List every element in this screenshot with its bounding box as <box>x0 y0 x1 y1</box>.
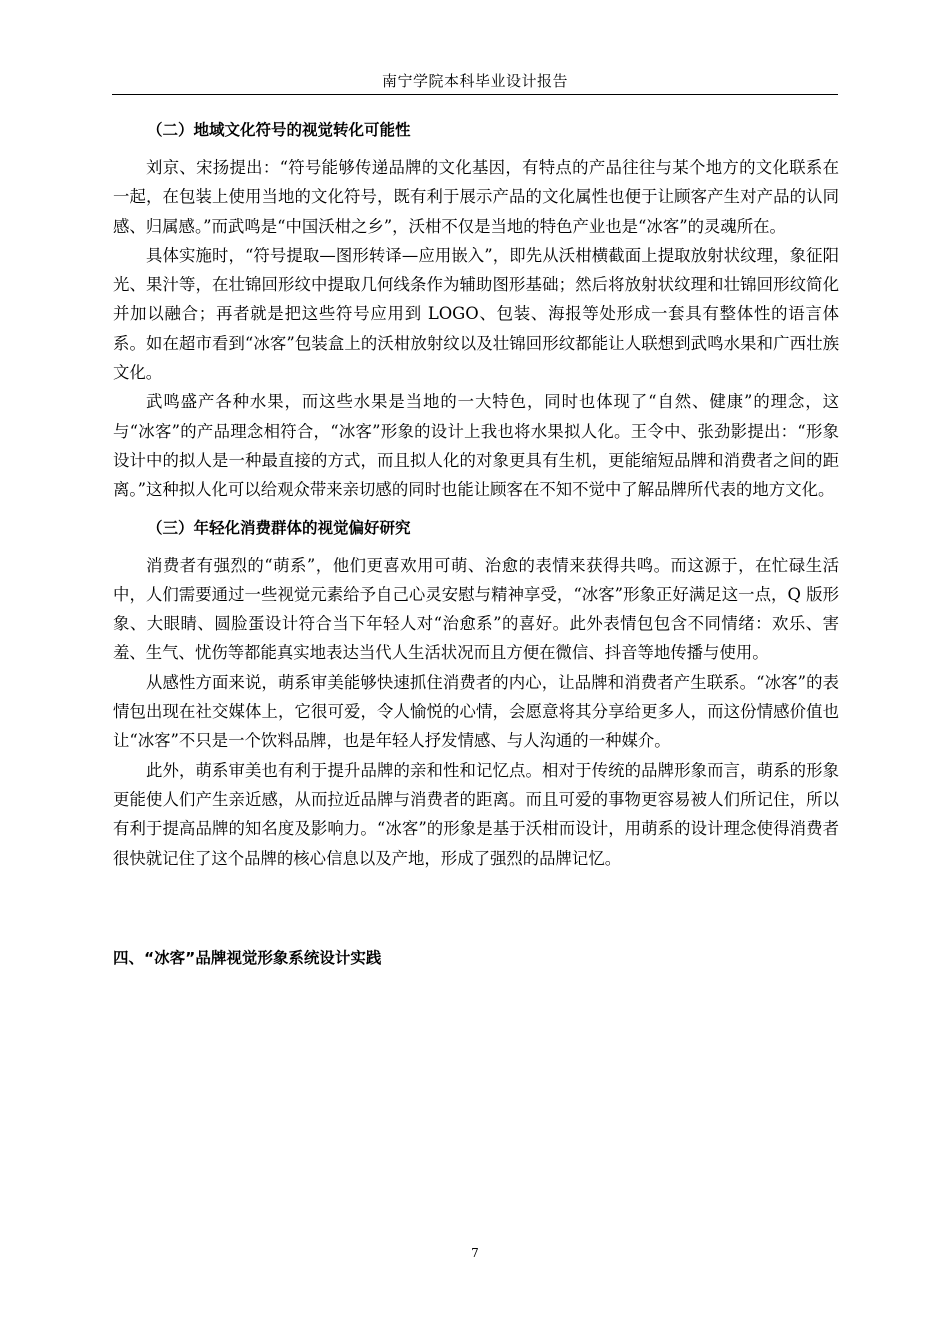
paragraph: 从感性方面来说，萌系审美能够快速抓住消费者的内心，让品牌和消费者产生联系。“冰客”的表情包出现在社交媒体上，它很可爱，令人愉悦的心情，会愿意将其分享给更多人，而这份情感价值也让“冰客”不只是一个饮料品牌，也是年轻人抒发情感、与人沟通的一种媒介。 <box>113 672 839 751</box>
document-body <box>113 115 839 973</box>
paragraph: 消费者有强烈的“萌系”，他们更喜欢用可萌、治愈的表情来获得共鸣。而这源于，在忙碌生活中，人们需要通过一些视觉元素给予自己心灵安慰与精神享受，“冰客”形象正好满足这一点，Q 版形象、大眼睛、圆脸蛋设计符合当下年轻人对“治愈系”的喜好。此外表情包包含不同情绪：欢乐、害羞、生气、忧伤等都能真实地表达当代人生活状况而且方便在微信、抖音等地传播与使用。 <box>113 555 839 663</box>
section-heading-youth-preferences: （三）年轻化消费群体的视觉偏好研究 <box>147 518 411 537</box>
paragraph: 刘京、宋扬提出：“符号能够传递品牌的文化基因，有特点的产品往往与某个地方的文化联系在一起，在包装上使用当地的文化符号，既有利于展示产品的文化属性也便于让顾客产生对产品的认同感、归属感。”而武鸣是“中国沃柑之乡”，沃柑不仅是当地的特色产业也是“冰客”的灵魂所在。 <box>113 158 839 236</box>
paragraph: 具体实施时，“符号提取—图形转译—应用嵌入”，即先从沃柑横截面上提取放射状纹理，象征阳光、果汁等，在壮锦回形纹中提取几何线条作为辅助图形基础；然后将放射状纹理和壮锦回形纹简化并加以融合；再者就是把这些符号应用到 LOGO、包装、海报等处形成一套具有整体性的语言体系。如在超市看到“冰客”包装盒上的沃柑放射纹以及壮锦回形纹都能让人联想到武鸣水果和广西壮族文化。 <box>113 245 839 383</box>
paragraph: 武鸣盛产各种水果，而这些水果是当地的一大特色，同时也体现了“自然、健康”的理念，这与“冰客”的产品理念相符合，“冰客”形象的设计上我也将水果拟人化。王令中、张劲影提出：“形象设计中的拟人是一种最直接的方式，而且拟人化的对象更具有生机，更能缩短品牌和消费者之间的距离。”这种拟人化可以给观众带来亲切感的同时也能让顾客在不知不觉中了解品牌所代表的地方文化。 <box>113 392 839 500</box>
page-number: 7 <box>471 1246 479 1260</box>
paragraph: 此外，萌系审美也有利于提升品牌的亲和性和记忆点。相对于传统的品牌形象而言，萌系的形象更能使人们产生亲近感，从而拉近品牌与消费者的距离。而且可爱的事物更容易被人们所记住，所以有利于提高品牌的知名度及影响力。“冰客”的形象是基于沃柑而设计，用萌系的设计理念使得消费者很快就记住了这个品牌的核心信息以及产地，形成了强烈的品牌记忆。 <box>113 760 839 868</box>
chapter-heading-design-practice: 四、“冰客”品牌视觉形象系统设计实践 <box>113 948 382 967</box>
header-divider <box>112 94 838 95</box>
section-heading-regional-symbols: （二）地域文化符号的视觉转化可能性 <box>147 121 411 139</box>
page-header: 南宁学院本科毕业设计报告 <box>381 72 568 90</box>
